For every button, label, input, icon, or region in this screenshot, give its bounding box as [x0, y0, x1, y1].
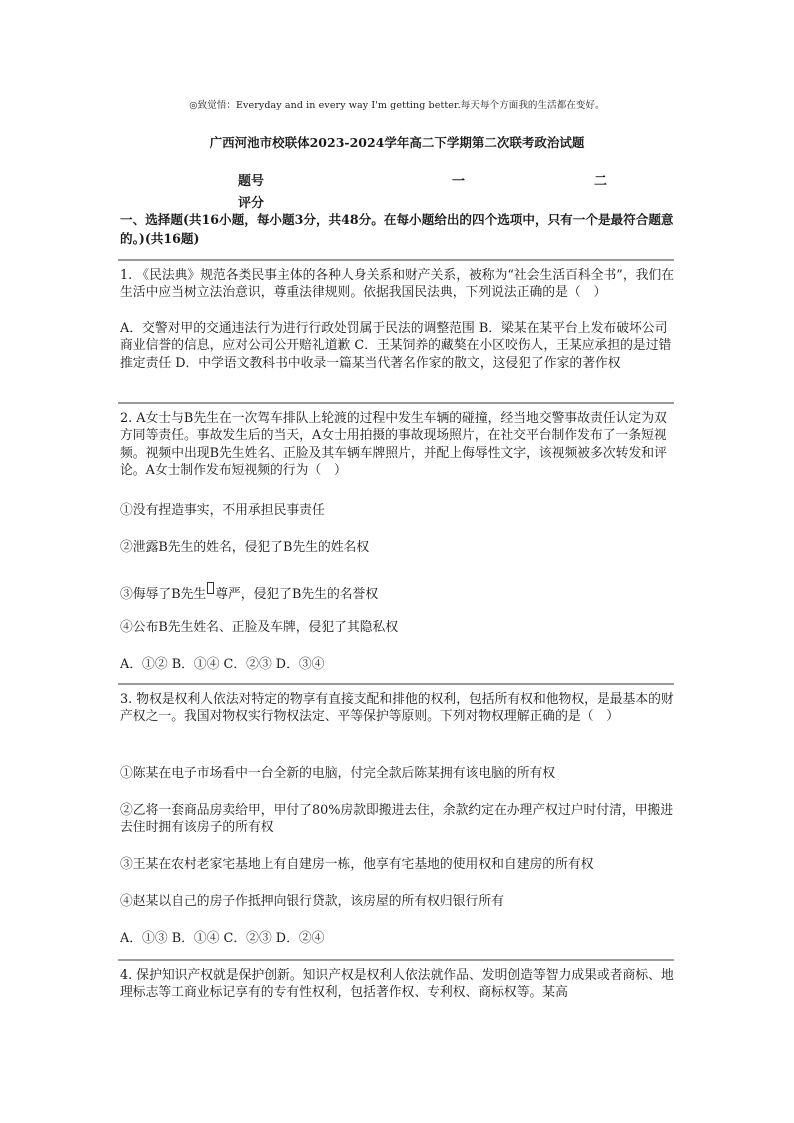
question-divider — [118, 402, 674, 404]
document-title: 广西河池市校联体2023-2024学年高二下学期第二次联考政治试题 — [209, 135, 585, 150]
question-divider — [118, 959, 674, 961]
score-col-1: 一 — [452, 173, 466, 189]
question-2-statement-3 — [120, 582, 676, 603]
question-4-stem: 4. 保护知识产权就是保护创新。知识产权是权利人依法就作品、发明创造等智力成果或者商标、地理标志等工商业标记享有的专有性权利，包括著作权、专利权、商标权等。某高 — [120, 968, 674, 1001]
question-3-answers: A．①③ B．①④ C．②③ D．②④ — [120, 931, 325, 946]
header-motto: ◎致觉悟：Everyday and in every way I'm getting better.每天每个方面我的生活都在变好。 — [189, 100, 605, 111]
question-1-stem: 1. 《民法典》规范各类民事主体的各种人身关系和财产关系，被称为“社会生活百科全书”，我们在生活中应当树立法治意识，尊重法律规则。依据我国民法典，下列说法正确的是（ ） — [120, 268, 675, 301]
missing-glyph-box — [207, 582, 214, 594]
score-row-question-number — [238, 168, 638, 190]
question-divider — [118, 683, 674, 685]
question-3-statement-4: ④赵某以自己的房子作抵押向银行贷款，该房屋的所有权归银行所有 — [120, 894, 504, 909]
section-heading: 一、选择题(共16小题，每小题3分，共48分。在每小题给出的四个选项中，只有一个是最符合题意的。)(共16题) — [120, 212, 674, 246]
statement-3-part-b: 尊严，侵犯了B先生的名誉权 — [215, 587, 379, 602]
score-row-label: 题号 — [238, 173, 265, 189]
question-2-statement-2: ②泄露B先生的姓名，侵犯了B先生的姓名权 — [120, 540, 370, 555]
score-row-grade — [238, 190, 638, 212]
question-2-statement-1: ①没有捏造事实，不用承担民事责任 — [120, 503, 325, 518]
question-2-stem: 2. A女士与B先生在一次驾车排队上轮渡的过程中发生车辆的碰撞，经当地交警事故责任认定为双方同等责任。事故发生后的当天，A女士用拍摄的事故现场照片，在社交平台制作发布了一条短视频。视频中出现B先生姓名、正脸及其车辆车牌照片，并配上侮辱性文字，该视频被多次转发和评论。A女士制作发布短视频的行为（ ） — [120, 411, 667, 478]
score-table — [238, 168, 638, 212]
question-1-options: A．交警对甲的交通违法行为进行行政处罚属于民法的调整范围 B．梁某在某平台上发布破坏公司商业信誉的信息，应对公司公开赔礼道歉 C．王某饲养的藏獒在小区咬伤人，王某应承担的是过错推定责任 D．中学语文教科书中收录一篇某当代著名作家的散文，这侵犯了作家的著作权 — [120, 321, 672, 371]
question-3-statement-1: ①陈某在电子市场看中一台全新的电脑，付完全款后陈某拥有该电脑的所有权 — [120, 766, 556, 781]
question-2-answers: A．①② B．①④ C．②③ D．③④ — [120, 657, 325, 672]
question-2-statement-4: ④公布B先生姓名、正脸及车牌，侵犯了其隐私权 — [120, 620, 399, 635]
question-3-statement-3: ③王某在农村老家宅基地上有自建房一栋，他享有宅基地的使用权和自建房的所有权 — [120, 857, 594, 872]
statement-3-part-a: ③侮辱了B先生 — [120, 587, 207, 602]
question-divider — [118, 259, 674, 261]
question-3-stem: 3. 物权是权利人依法对特定的物享有直接支配和排他的权利，包括所有权和他物权，是最基本的财产权之一。我国对物权实行物权法定、平等保护等原则。下列对物权理解正确的是（ ） — [120, 692, 674, 725]
score-row-label: 评分 — [238, 195, 265, 211]
question-3-statement-2: ②乙将一套商品房卖给甲，甲付了80%房款即搬进去住，余款约定在办理产权过户时付清，甲搬进去住时拥有该房子的所有权 — [120, 803, 674, 836]
score-col-2: 二 — [594, 173, 608, 189]
